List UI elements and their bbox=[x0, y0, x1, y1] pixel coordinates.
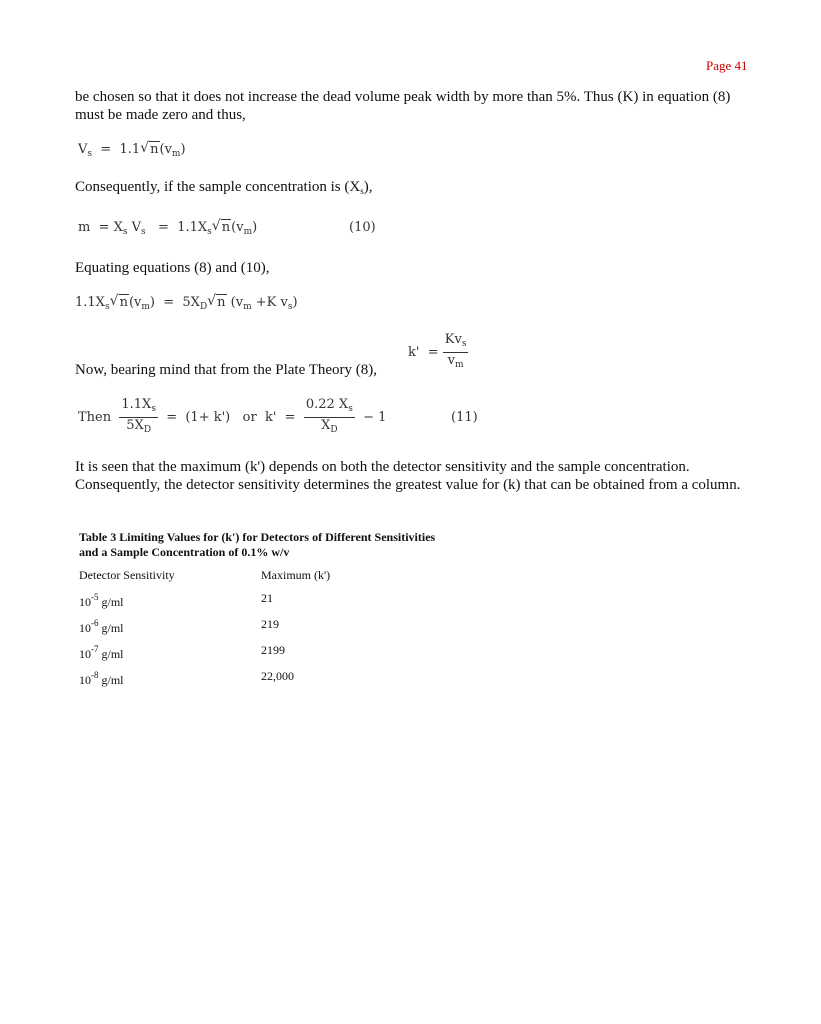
paragraph-plate-theory: Now, bearing mind that from the Plate Theory (8), bbox=[75, 362, 378, 378]
paragraph-sample-concentration: Consequently, if the sample concentration is $(X_s)$, bbox=[75, 179, 373, 196]
equation-mass: $m = X_s$ $V_s = 1.1X_s√$ $n(v_m)$ bbox=[78, 220, 257, 237]
table-header-sensitivity: Detector Sensitivity bbox=[79, 568, 175, 582]
or-label: or bbox=[242, 410, 257, 425]
table-row-value: 219 bbox=[261, 617, 279, 631]
table-row-sensitivity: $10^{-8}$ g/ml bbox=[79, 670, 124, 687]
paragraph-equating: Equating equations (8) and (10), bbox=[75, 260, 270, 276]
page-number: Page 41 bbox=[706, 58, 748, 73]
table-header-max-k: Maximum (k') bbox=[261, 568, 331, 582]
table-row-sensitivity: $10^{-5}$ g/ml bbox=[79, 592, 124, 609]
equation-vs: $V_s = 1.1√$ $n(v_m)$ bbox=[78, 142, 186, 159]
equation-then: Then $\frac{1.1X_s}{5X_D}$ = (1+ k') or k' = $\frac{0.22 X_s}{X_D}$ − 1 bbox=[78, 397, 387, 435]
table-row-sensitivity: $10^{-7}$ g/ml bbox=[79, 644, 124, 661]
table-row-sensitivity: $10^{-6}$ g/ml bbox=[79, 618, 124, 635]
table-row-value: 21 bbox=[261, 591, 273, 605]
equation-equating: $1.1X_s√$ $n(v_m) = 5X_D√$ n ($v_m +K$ $v_s$) bbox=[75, 295, 298, 312]
table-title: Table 3 Limiting Values for (k') for Detectors of Different Sensitivities and a Sample Concentration of 0.1% w/v bbox=[79, 530, 436, 559]
equation-number-11: (11) bbox=[451, 410, 478, 425]
paragraph-dead-volume: be chosen so that it does not increase the dead volume peak width by more than 5%. Thus (K) in equation (8) must be made zero and thus, bbox=[75, 89, 731, 123]
then-label: Then bbox=[78, 410, 112, 425]
equation-number-10: (10) bbox=[349, 220, 376, 235]
table-row-value: 2199 bbox=[261, 643, 285, 657]
table-row-value: 22,000 bbox=[261, 669, 294, 683]
paragraph-detector-sensitivity: It is seen that the maximum (k') depends on both the detector sensitivity and the sample concentration. Consequently, the detector sensitivity determines the greatest value for (k) that can be obtained from a column. bbox=[75, 459, 741, 493]
equation-k-prime: k' = $\frac{Kv_s}{v_m}$ bbox=[408, 332, 467, 370]
